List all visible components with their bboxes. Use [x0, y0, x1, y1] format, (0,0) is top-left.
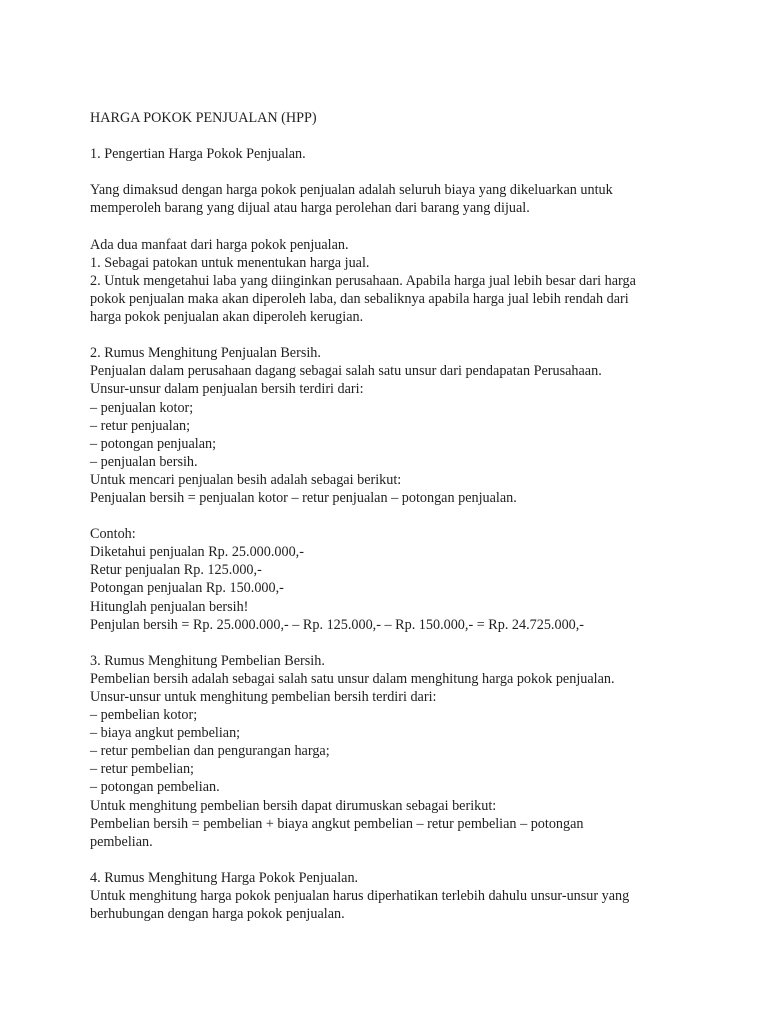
list-item: – potongan pembelian.	[90, 779, 220, 796]
section-1-heading: 1. Pengertian Harga Pokok Penjualan.	[90, 146, 306, 163]
section-4-heading: 4. Rumus Menghitung Harga Pokok Penjualan.	[90, 869, 359, 886]
list-item: – pembelian kotor;	[90, 707, 198, 724]
paragraph-line: Pembelian bersih adalah sebagai salah satu unsur dalam menghitung harga pokok penjualan.	[90, 670, 615, 687]
example-line: Diketahui penjualan Rp. 25.000.000,-	[90, 544, 304, 561]
list-item: – penjualan kotor;	[90, 399, 194, 416]
paragraph-line: 1. Sebagai patokan untuk menentukan harga jual.	[90, 254, 370, 271]
paragraph-line: Penjualan dalam perusahaan dagang sebagai salah satu unsur dari pendapatan Perusahaan.	[90, 363, 602, 380]
example-line: Penjulan bersih = Rp. 25.000.000,- – Rp. 125.000,- – Rp. 150.000,- = Rp. 24.725.000,-	[90, 616, 585, 633]
document-title: HARGA POKOK PENJUALAN (HPP)	[90, 110, 317, 126]
formula-line: Penjualan bersih = penjualan kotor – retur penjualan – potongan penjualan.	[90, 489, 517, 506]
paragraph-line: Unsur-unsur untuk menghitung pembelian bersih terdiri dari:	[90, 689, 437, 705]
example-line: Potongan penjualan Rp. 150.000,-	[90, 580, 284, 597]
list-item: – potongan penjualan;	[90, 435, 217, 452]
paragraph-line: berhubungan dengan harga pokok penjualan.	[90, 906, 345, 923]
document-page	[90, 109, 730, 923]
list-item: – penjualan bersih.	[90, 453, 198, 470]
list-item: – retur pembelian;	[90, 761, 195, 778]
list-item: – retur penjualan;	[90, 417, 191, 434]
paragraph-line: Untuk menghitung harga pokok penjualan harus diperhatikan terlebih dahulu unsur-unsur yang	[90, 888, 630, 905]
paragraph-line: Untuk mencari penjualan besih adalah sebagai berikut:	[90, 471, 402, 488]
spacer	[90, 163, 730, 181]
formula-line: pembelian.	[90, 833, 153, 850]
section-2-heading: 2. Rumus Menghitung Penjualan Bersih.	[90, 345, 321, 362]
paragraph-line: harga pokok penjualan akan diperoleh kerugian.	[90, 309, 364, 326]
paragraph-line: Unsur-unsur dalam penjualan bersih terdiri dari:	[90, 381, 364, 398]
example-line: Retur penjualan Rp. 125.000,-	[90, 562, 262, 579]
paragraph-line: Ada dua manfaat dari harga pokok penjualan.	[90, 236, 349, 253]
spacer	[90, 218, 730, 236]
formula-line: Pembelian bersih = pembelian + biaya angkut pembelian – retur pembelian – potongan	[90, 815, 584, 832]
spacer	[90, 326, 730, 344]
paragraph-line: memperoleh barang yang dijual atau harga perolehan dari barang yang dijual.	[90, 200, 530, 217]
spacer	[90, 127, 730, 145]
paragraph-line: Yang dimaksud dengan harga pokok penjualan adalah seluruh biaya yang dikeluarkan untuk	[90, 182, 613, 199]
spacer	[90, 507, 730, 525]
paragraph-line: 2. Untuk mengetahui laba yang diinginkan perusahaan. Apabila harga jual lebih besar dari harga	[90, 272, 636, 289]
list-item: – biaya angkut pembelian;	[90, 725, 241, 742]
example-line: Contoh:	[90, 526, 136, 543]
list-item: – retur pembelian dan pengurangan harga;	[90, 743, 330, 760]
spacer	[90, 851, 730, 869]
spacer	[90, 634, 730, 652]
section-3-heading: 3. Rumus Menghitung Pembelian Bersih.	[90, 652, 325, 669]
example-line: Hitunglah penjualan bersih!	[90, 598, 249, 615]
paragraph-line: Untuk menghitung pembelian bersih dapat dirumuskan sebagai berikut:	[90, 797, 497, 814]
paragraph-line: pokok penjualan maka akan diperoleh laba, dan sebaliknya apabila harga jual lebih rendah dari	[90, 290, 629, 307]
